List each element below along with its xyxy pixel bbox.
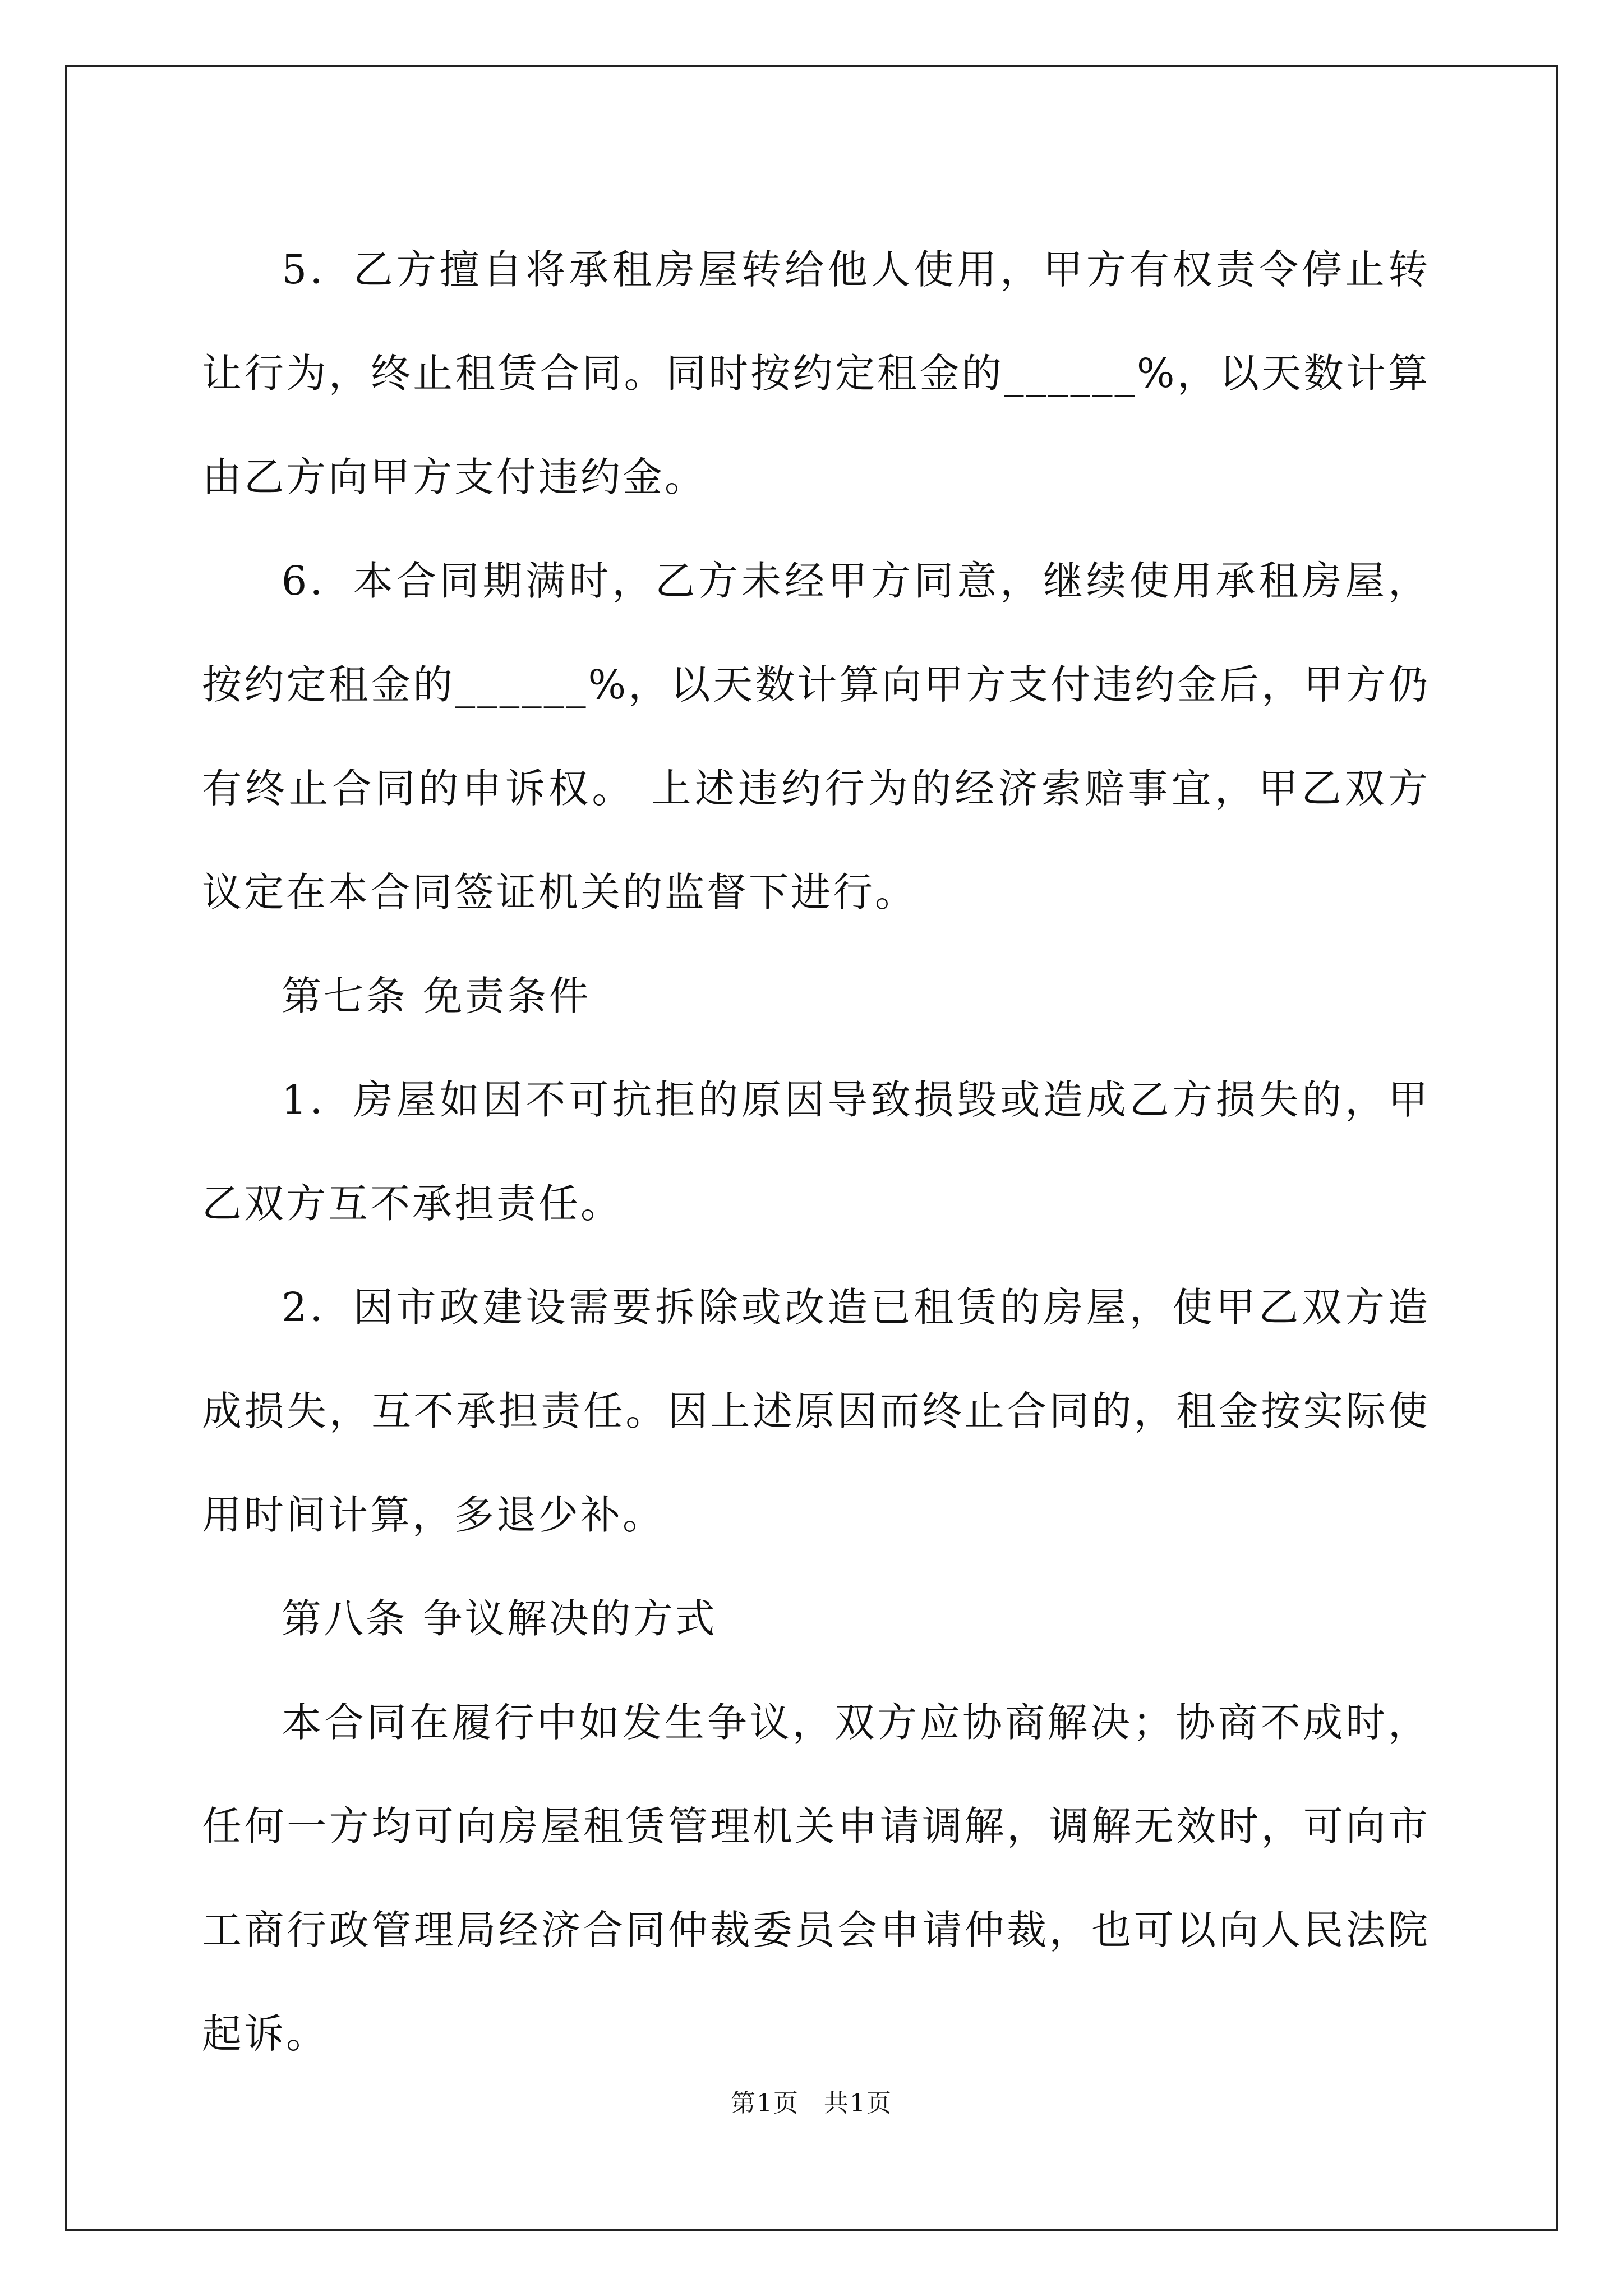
- page-footer: [0, 2087, 1623, 2120]
- section-heading-article-8: 第八条 争议解决的方式: [282, 1595, 717, 1642]
- document-body: [202, 218, 1430, 2086]
- page-number-current: 第1页: [731, 2089, 799, 2118]
- paragraph-dispute-resolution: 本合同在履行中如发生争议，双方应协商解决；协商不成时，任何一方均可向房屋租赁管理机关申请调解，调解无效时，可向市工商行政管理局经济合同仲裁委员会申请仲裁，也可以向人民法院起诉。: [202, 1699, 1430, 2057]
- paragraph-exemption-1: 1．房屋如因不可抗拒的原因导致损毁或造成乙方损失的，甲乙双方互不承担责任。: [202, 1076, 1430, 1227]
- page-number-total: 共1页: [824, 2089, 892, 2118]
- paragraph-clause-6: 6．本合同期满时，乙方未经甲方同意，继续使用承租房屋，按约定租金的______%，以天数计算向甲方支付违约金后，甲方仍有终止合同的申诉权。 上述违约行为的经济索赔事宜，甲乙双方议定在本合同签证机关的监督下进行。: [202, 558, 1430, 915]
- section-heading-article-7: 第七条 免责条件: [282, 973, 591, 1019]
- paragraph-clause-5: 5．乙方擅自将承租房屋转给他人使用，甲方有权责令停止转让行为，终止租赁合同。同时按约定租金的______%，以天数计算由乙方向甲方支付违约金。: [202, 246, 1430, 500]
- paragraph-exemption-2: 2．因市政建设需要拆除或改造已租赁的房屋，使甲乙双方造成损失，互不承担责任。因上述原因而终止合同的，租金按实际使用时间计算，多退少补。: [202, 1284, 1430, 1538]
